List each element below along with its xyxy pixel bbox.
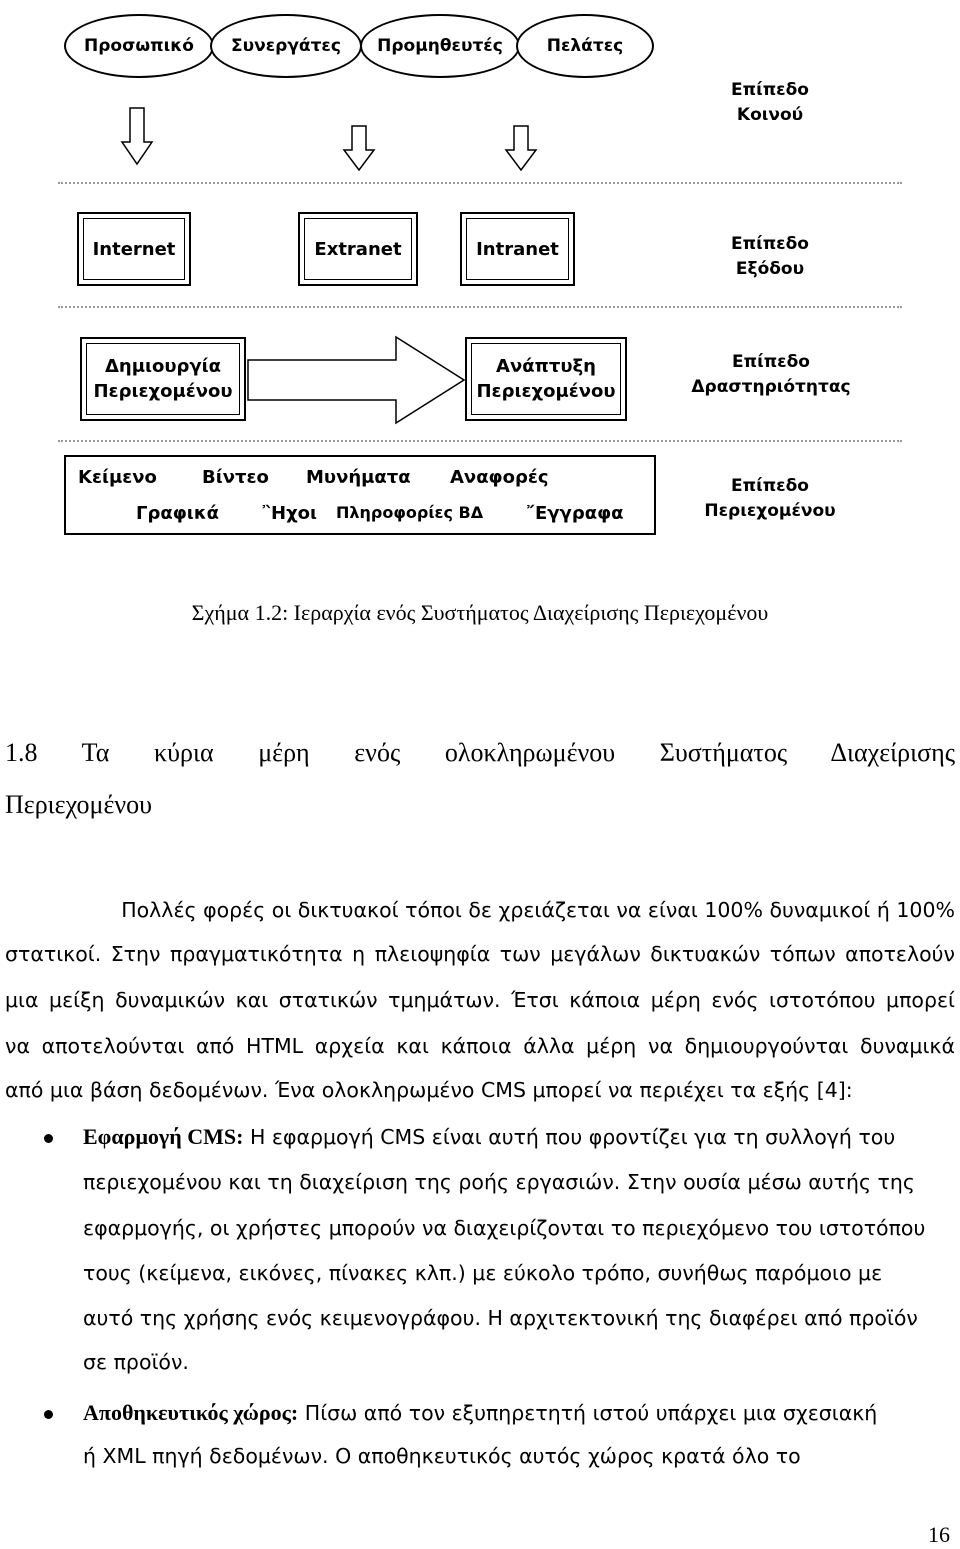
- bullet-icon: [44, 1134, 53, 1143]
- bullet-icon: [44, 1410, 53, 1419]
- box-internet: Internet: [77, 212, 191, 286]
- box-intranet: Intranet: [460, 212, 575, 286]
- bullet-first-line: Εφαρμογή CMS: Η εφαρμογή CMS είναι αυτή που φροντίζει για τη συλλογή του: [83, 1124, 896, 1149]
- bullet-line: εφαρμογής, οι χρήστες μπορούν να διαχειρίζονται το περιεχόμενο του ιστοτόπου: [83, 1216, 926, 1240]
- separator-dotted: [58, 440, 902, 442]
- ellipse-customers: Πελάτες: [516, 14, 654, 78]
- ellipse-staff: Προσωπικό: [64, 14, 214, 78]
- down-arrow-icon: [504, 124, 538, 172]
- paragraph-line: Πολλές φορές οι δικτυακοί τόποι δε χρειάζεται να είναι 100% δυναμικοί ή 100%: [121, 898, 955, 922]
- content-documents: ῎Εγγραφα: [526, 503, 624, 524]
- down-arrow-icon: [120, 106, 154, 166]
- bullet-line: ή XML πηγή δεδομένων. Ο αποθηκευτικός αυτός χώρος κρατά όλο το: [83, 1444, 801, 1468]
- level-content: Επίπεδο Περιεχομένου: [704, 476, 836, 521]
- content-messages: Μυνήματα: [306, 467, 411, 488]
- bullet-line: περιεχομένου και τη διαχείριση της ροής εργασιών. Στην ουσία μέσω αυτής της: [83, 1170, 915, 1194]
- content-video: Βίντεο: [202, 467, 269, 488]
- down-arrow-icon: [342, 124, 376, 172]
- bullet-line: αυτό της χρήσης ενός κειμενογράφου. Η αρχιτεκτονική της διαφέρει από προϊόν: [83, 1306, 918, 1330]
- content-graphics: Γραφικά: [136, 503, 219, 524]
- bullet-line: σε προϊόν.: [83, 1350, 189, 1374]
- figure-caption: Σχήμα 1.2: Ιεραρχία ενός Συστήματος Διαχείρισης Περιεχομένου: [191, 600, 769, 625]
- content-db-info: Πληροφορίες ΒΔ: [336, 503, 484, 522]
- level-audience: Επίπεδο Κοινού: [731, 80, 809, 125]
- page-number: 16: [928, 1522, 950, 1547]
- paragraph-line: από μια βάση δεδομένων. Ένα ολοκληρωμένο CMS μπορεί να περιέχει τα εξής [4]:: [5, 1078, 853, 1102]
- paragraph-line: μια μείξη δυναμικών και στατικών τμημάτων. Έτσι κάποια μέρη ενός ιστοτόπου μπορεί: [5, 988, 955, 1012]
- box-content-types: [64, 455, 656, 535]
- box-develop-content: Ανάπτυξη Περιεχομένου: [465, 337, 627, 421]
- ellipse-partners: Συνεργάτες: [210, 14, 362, 78]
- level-activity: Επίπεδο Δραστηριότητας: [691, 352, 851, 397]
- section-heading: 1.8 Τα κύρια μέρη ενός ολοκληρωμένου Συστήματος Διαχείρισης: [5, 738, 955, 767]
- ellipse-suppliers: Προμηθευτές: [360, 14, 520, 78]
- separator-dotted: [58, 306, 902, 308]
- content-sounds: ῍Ηχοι: [262, 503, 318, 524]
- bullet-first-line: Αποθηκευτικός χώρος: Πίσω από τον εξυπηρετητή ιστού υπάρχει μια σχεσιακή: [83, 1400, 878, 1425]
- box-create-content: Δημιουργία Περιεχομένου: [80, 337, 246, 421]
- separator-dotted: [58, 182, 902, 184]
- bullet-line: τους (κείμενα, εικόνες, πίνακες κλπ.) με εύκολο τρόπο, συνήθως παρόμοιο με: [83, 1261, 883, 1285]
- paragraph-line: να αποτελούνται από HTML αρχεία και κάποια άλλα μέρη να δημιουργούνται δυναμικά: [5, 1034, 955, 1058]
- content-text: Κείμενο: [78, 467, 157, 488]
- box-extranet: Extranet: [298, 212, 418, 286]
- right-arrow-icon: [246, 334, 468, 426]
- paragraph-line: στατικοί. Στην πραγματικότητα η πλειοψηφία των μεγάλων δικτυακών τόπων αποτελούν: [5, 942, 955, 966]
- section-heading-line2: Περιεχομένου: [5, 790, 153, 819]
- content-reports: Αναφορές: [450, 467, 549, 488]
- level-output: Επίπεδο Εξόδου: [731, 234, 809, 279]
